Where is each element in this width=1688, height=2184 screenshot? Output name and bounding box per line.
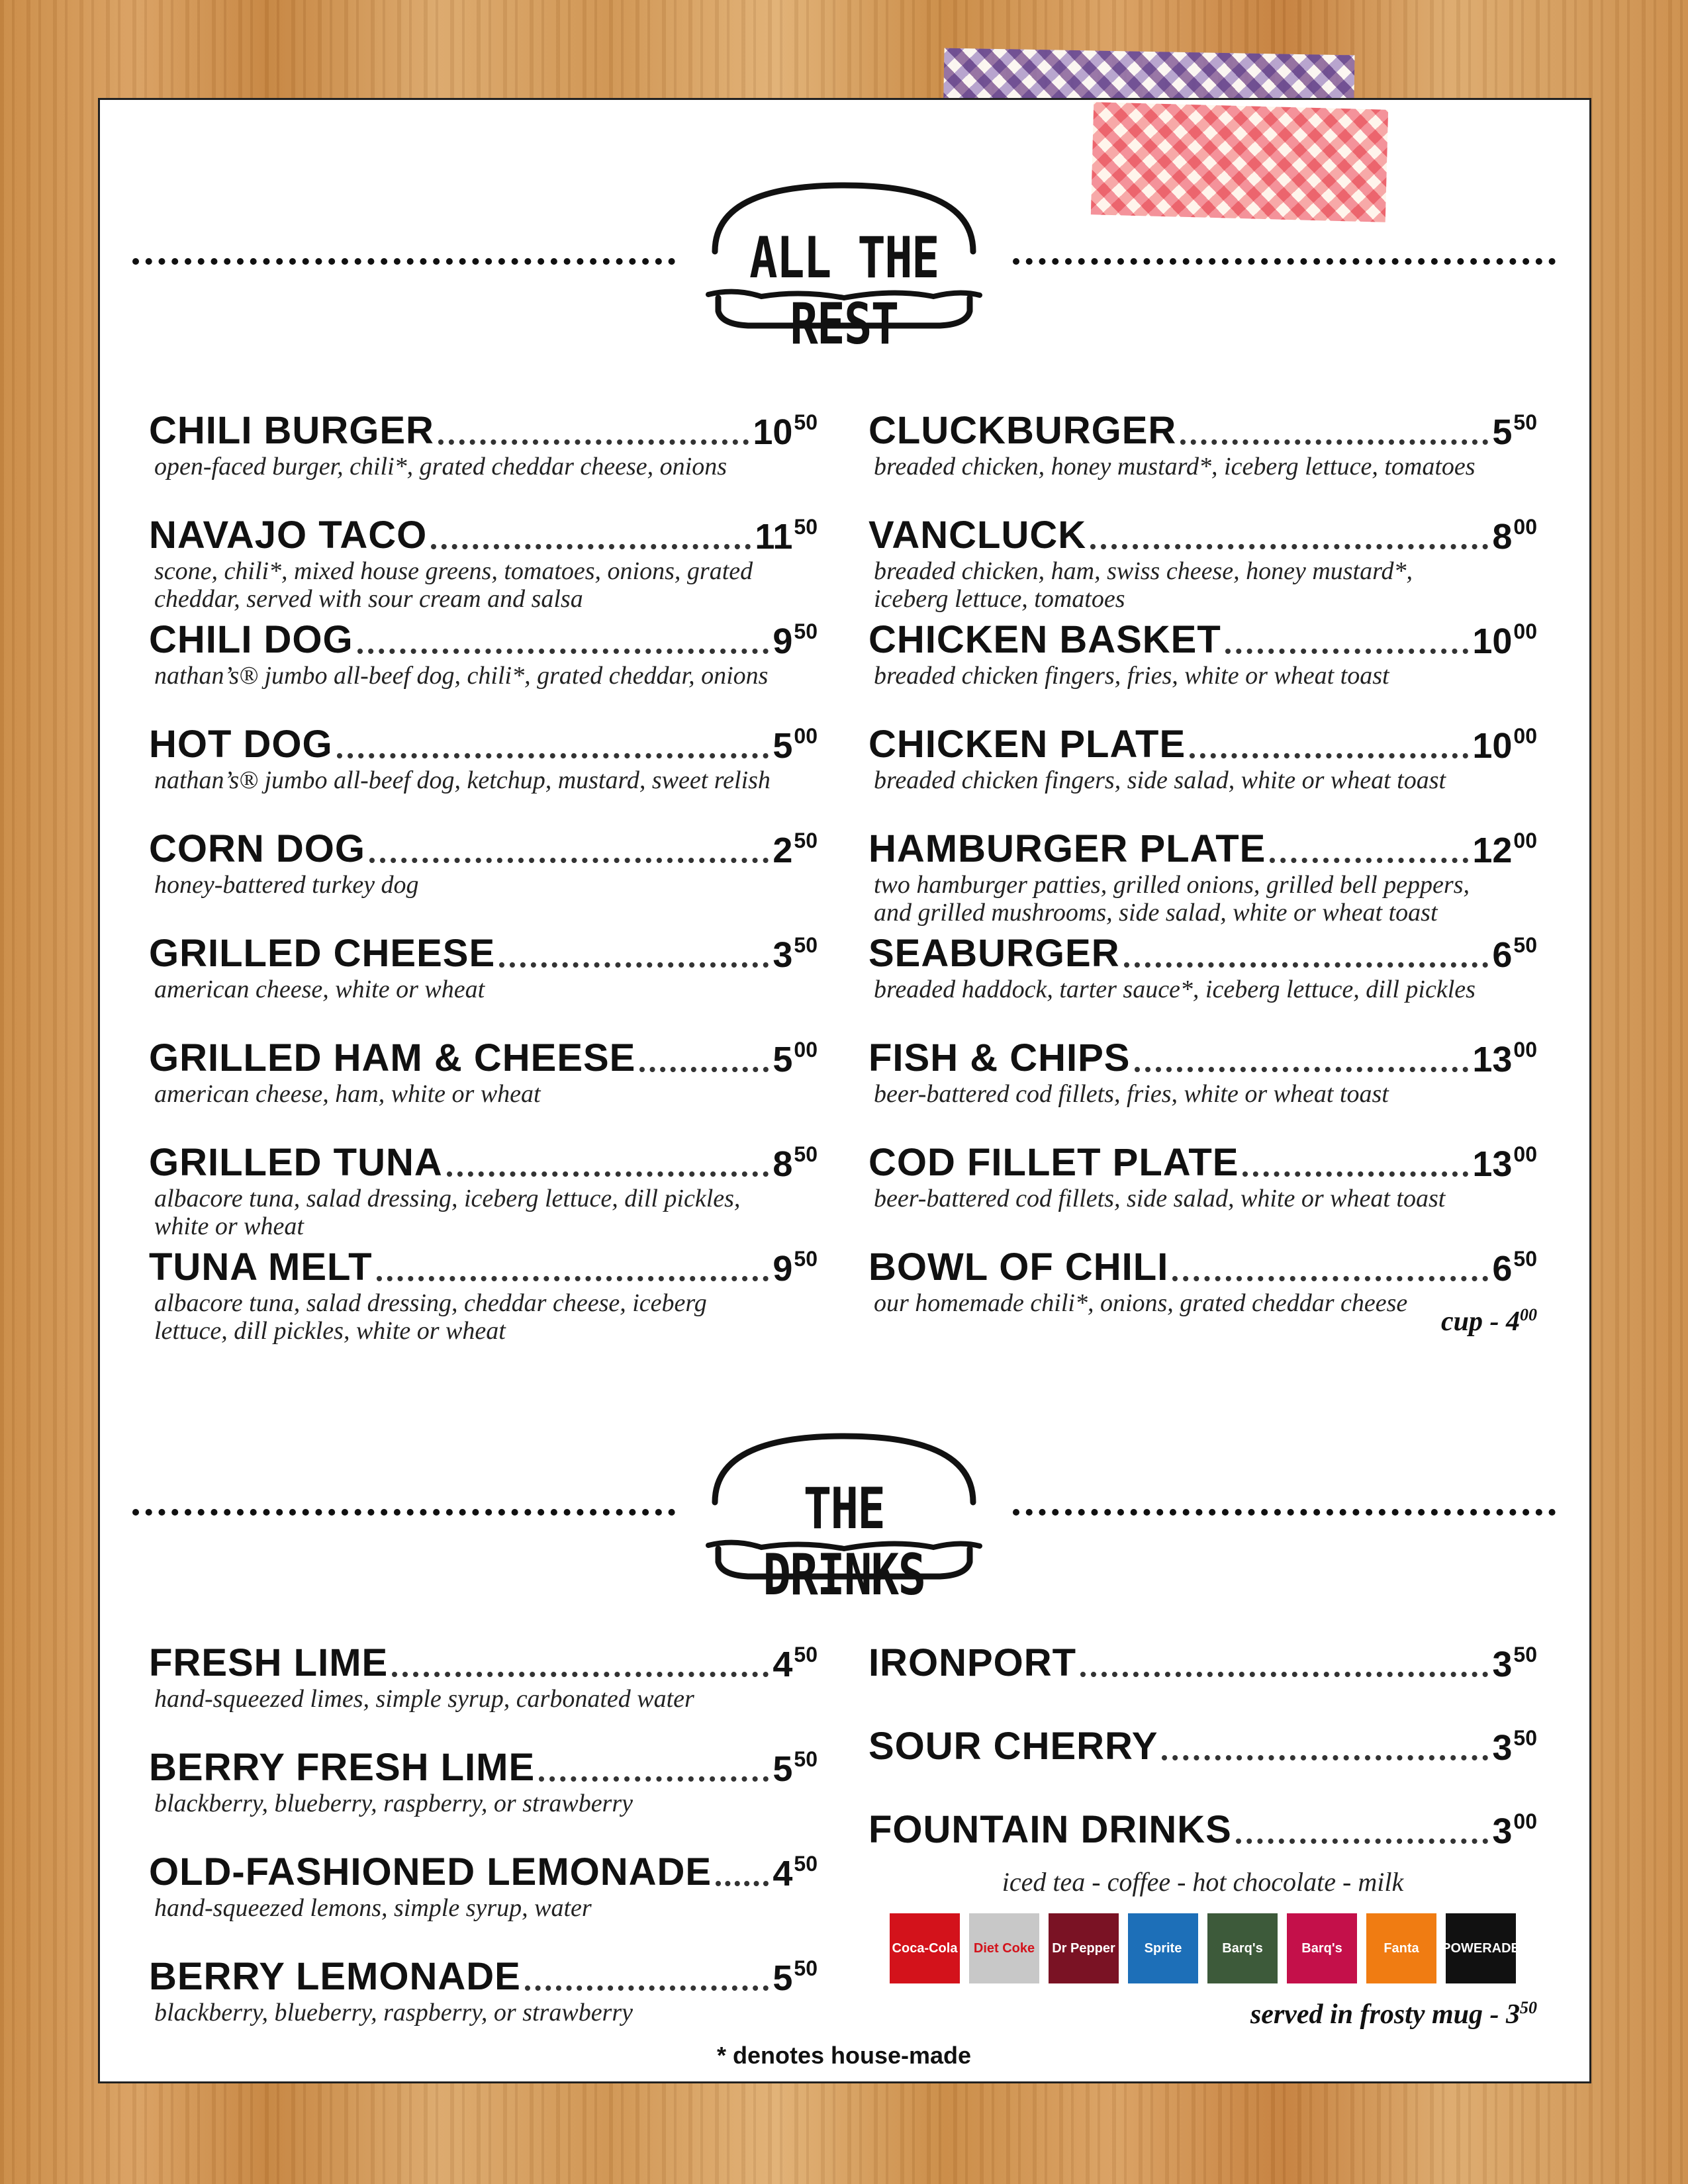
- item-description: lettuce, dill pickles, white or wheat: [154, 1317, 506, 1345]
- item-description: albacore tuna, salad dressing, cheddar cheese, iceberg: [154, 1289, 707, 1317]
- drinks-right-column: [868, 1643, 1537, 2030]
- dot-leader: [1225, 649, 1469, 654]
- item-price: [1472, 1144, 1537, 1185]
- item-name: HOT DOG: [149, 723, 333, 766]
- price-dollars: 10: [1472, 621, 1513, 661]
- price-cents: 50: [794, 515, 818, 539]
- item-name: FISH & CHIPS: [868, 1036, 1131, 1079]
- dot-leader: [1124, 962, 1489, 968]
- rest-right-column: [868, 410, 1537, 1338]
- dot-leader: [1243, 1171, 1468, 1177]
- dot-leader: [431, 544, 751, 549]
- divider-right: [1013, 1509, 1556, 1516]
- menu-item-row: [149, 1643, 818, 1685]
- dot-leader: [525, 1985, 769, 1991]
- menu-item-row: [868, 1726, 1537, 1768]
- item-price: [773, 830, 818, 871]
- item-description: nathan’s® jumbo all-beef dog, ketchup, mustard, sweet relish: [154, 766, 771, 794]
- item-price: [773, 1749, 818, 1790]
- menu-item-row: [868, 410, 1537, 453]
- dot-leader: [499, 962, 769, 968]
- item-name: COD FILLET PLATE: [868, 1141, 1239, 1184]
- item-name: SEABURGER: [868, 932, 1120, 975]
- price-dollars: 12: [1472, 831, 1513, 870]
- price-cents: 50: [794, 1247, 818, 1271]
- price-dollars: 9: [773, 621, 793, 661]
- dot-leader: [1172, 1276, 1488, 1281]
- price-cents: 50: [794, 619, 818, 643]
- item-price: [1472, 1039, 1537, 1080]
- menu-item-row: [149, 1747, 818, 1790]
- item-description: beer-battered cod fillets, side salad, white or wheat toast: [874, 1185, 1446, 1212]
- menu-item: [149, 1747, 818, 1852]
- item-price: [773, 1853, 818, 1894]
- menu-item-row: [149, 619, 818, 662]
- menu-item-row: [868, 933, 1537, 976]
- price-cents: 00: [1513, 829, 1537, 852]
- menu-item: [868, 1809, 1537, 1893]
- item-description: breaded chicken fingers, fries, white or wheat toast: [874, 662, 1389, 690]
- item-price: [773, 1248, 818, 1289]
- item-price: [1472, 725, 1537, 766]
- price-cents: 50: [1513, 410, 1537, 434]
- mug-cents: 50: [1520, 1998, 1537, 2017]
- drinks-left-column: [149, 1643, 818, 2061]
- item-price: [773, 1958, 818, 1999]
- item-description: nathan’s® jumbo all-beef dog, chili*, grated cheddar, onions: [154, 662, 769, 690]
- item-name: CHILI DOG: [149, 618, 353, 661]
- item-description: american cheese, ham, white or wheat: [154, 1080, 541, 1108]
- dot-leader: [1135, 1067, 1469, 1072]
- brand-logo: Sprite: [1128, 1913, 1198, 1983]
- item-price: [755, 516, 818, 557]
- dot-leader: [1162, 1755, 1488, 1760]
- brand-logo: Fanta: [1366, 1913, 1436, 1983]
- item-description: two hamburger patties, grilled onions, grilled bell peppers,: [874, 871, 1470, 899]
- item-price: [1492, 412, 1537, 453]
- menu-item: [149, 410, 818, 515]
- price-cents: 50: [794, 1643, 818, 1666]
- item-price: [1492, 1248, 1537, 1289]
- item-name: GRILLED TUNA: [149, 1141, 443, 1184]
- price-dollars: 3: [1492, 1728, 1513, 1768]
- menu-item: [149, 1142, 818, 1247]
- dot-leader: [369, 858, 769, 863]
- price-dollars: 10: [1472, 726, 1513, 766]
- house-made-footnote: * denotes house-made: [716, 2042, 972, 2069]
- menu-item: [868, 829, 1537, 933]
- item-description: breaded chicken, ham, swiss cheese, honey mustard*,: [874, 557, 1413, 585]
- item-name: CHICKEN BASKET: [868, 618, 1221, 661]
- menu-item: [868, 1142, 1537, 1247]
- item-description: and grilled mushrooms, side salad, white or wheat toast: [874, 899, 1438, 927]
- price-cents: 00: [1513, 515, 1537, 539]
- item-description: beer-battered cod fillets, fries, white or wheat toast: [874, 1080, 1389, 1108]
- item-description: hand-squeezed lemons, simple syrup, water: [154, 1894, 592, 1922]
- menu-item-row: [149, 829, 818, 871]
- menu-item-row: [868, 724, 1537, 766]
- section-title-drinks: THE DRINKS: [763, 1476, 925, 1608]
- menu-item: [149, 1038, 818, 1142]
- price-dollars: 4: [773, 1645, 793, 1684]
- item-price: [1492, 1727, 1537, 1768]
- price-cents: 50: [794, 1142, 818, 1166]
- dot-leader: [438, 439, 749, 445]
- frosty-mug-price: [868, 1998, 1537, 2030]
- price-dollars: 13: [1472, 1040, 1513, 1079]
- price-cents: 50: [1513, 1726, 1537, 1750]
- dot-leader: [1180, 439, 1488, 445]
- price-dollars: 6: [1492, 935, 1513, 975]
- item-description: albacore tuna, salad dressing, iceberg lettuce, dill pickles,: [154, 1185, 741, 1212]
- brand-logo: Diet Coke: [969, 1913, 1039, 1983]
- price-cents: 50: [794, 1956, 818, 1980]
- price-cents: 00: [1513, 1142, 1537, 1166]
- item-name: GRILLED HAM & CHEESE: [149, 1036, 636, 1079]
- dot-leader: [392, 1672, 769, 1677]
- menu-item-row: [868, 1247, 1537, 1289]
- dot-leader: [1090, 544, 1488, 549]
- item-description: our homemade chili*, onions, grated cheddar cheese: [874, 1289, 1408, 1317]
- menu-item-row: [149, 1247, 818, 1289]
- item-name: BOWL OF CHILI: [868, 1246, 1169, 1289]
- item-name: NAVAJO TACO: [149, 514, 428, 557]
- menu-item: [868, 724, 1537, 829]
- item-name: VANCLUCK: [868, 514, 1087, 557]
- menu-item: [868, 1643, 1537, 1726]
- price-dollars: 6: [1492, 1249, 1513, 1289]
- menu-item-row: [868, 1643, 1537, 1685]
- menu-item: [149, 1643, 818, 1747]
- item-price: [773, 1644, 818, 1685]
- menu-item-row: [868, 829, 1537, 871]
- item-name: IRONPORT: [868, 1641, 1077, 1684]
- item-name: CHICKEN PLATE: [868, 723, 1186, 766]
- dot-leader: [447, 1171, 769, 1177]
- price-cents: 50: [1513, 1247, 1537, 1271]
- price-dollars: 8: [773, 1144, 793, 1184]
- menu-item: [149, 829, 818, 933]
- item-price: [773, 725, 818, 766]
- rest-left-column: [149, 410, 818, 1351]
- brand-logo: Dr Pepper: [1049, 1913, 1119, 1983]
- price-dollars: 5: [1492, 412, 1513, 452]
- price-dollars: 3: [1492, 1645, 1513, 1684]
- dot-leader: [539, 1776, 769, 1782]
- fountain-extras: iced tea - coffee - hot chocolate - milk: [1002, 1867, 1404, 1897]
- price-cents: 50: [794, 1852, 818, 1876]
- price-cents: 00: [1513, 1038, 1537, 1062]
- dot-leader: [1236, 1839, 1489, 1844]
- item-price: [1492, 934, 1537, 976]
- menu-item-row: [149, 1956, 818, 1999]
- item-description: hand-squeezed limes, simple syrup, carbonated water: [154, 1685, 694, 1713]
- item-price: [1472, 830, 1537, 871]
- item-description: cheddar, served with sour cream and salsa: [154, 585, 583, 613]
- price-dollars: 4: [773, 1854, 793, 1893]
- price-dollars: 5: [773, 1040, 793, 1079]
- dot-leader: [1270, 858, 1468, 863]
- price-cents: 00: [794, 724, 818, 748]
- brand-logo: POWERADE: [1446, 1913, 1516, 1983]
- item-name: CHILI BURGER: [149, 409, 434, 452]
- item-name: BERRY LEMONADE: [149, 1955, 521, 1998]
- mug-label: served in frosty mug - 3: [1250, 1999, 1520, 2030]
- item-price: [773, 1144, 818, 1185]
- menu-item-row: [149, 724, 818, 766]
- price-cents: 00: [1513, 1809, 1537, 1833]
- menu-item: [149, 515, 818, 619]
- item-description: blackberry, blueberry, raspberry, or strawberry: [154, 1790, 633, 1817]
- item-name: FRESH LIME: [149, 1641, 389, 1684]
- menu-item: [149, 933, 818, 1038]
- price-cents: 00: [794, 1038, 818, 1062]
- menu-item-row: [149, 1852, 818, 1894]
- price-cents: 00: [1513, 724, 1537, 748]
- menu-item-row: [868, 515, 1537, 557]
- menu-item-row: [149, 515, 818, 557]
- item-description: breaded haddock, tarter sauce*, iceberg lettuce, dill pickles: [874, 976, 1476, 1003]
- menu-item: [149, 724, 818, 829]
- price-dollars: 8: [1492, 517, 1513, 557]
- item-name: CORN DOG: [149, 827, 365, 870]
- divider-left: [132, 1509, 675, 1516]
- price-cents: 50: [1513, 1643, 1537, 1666]
- item-description: honey-battered turkey dog: [154, 871, 419, 899]
- item-price: [773, 621, 818, 662]
- price-cents: 50: [794, 410, 818, 434]
- menu-item: [868, 1726, 1537, 1809]
- item-name: OLD-FASHIONED LEMONADE: [149, 1850, 712, 1893]
- item-name: GRILLED CHEESE: [149, 932, 496, 975]
- menu-item-row: [868, 619, 1537, 662]
- price-dollars: 5: [773, 1749, 793, 1789]
- menu-item-row: [868, 1038, 1537, 1080]
- cup-label: cup - 4: [1441, 1306, 1520, 1337]
- item-price: [773, 934, 818, 976]
- menu-item: [149, 1852, 818, 1956]
- dot-leader: [716, 1881, 769, 1886]
- price-cents: 50: [794, 1747, 818, 1771]
- price-dollars: 13: [1472, 1144, 1513, 1184]
- soda-brand-logos: [868, 1913, 1537, 1983]
- item-price: [1472, 621, 1537, 662]
- price-dollars: 11: [755, 517, 793, 557]
- item-description: iceberg lettuce, tomatoes: [874, 585, 1125, 613]
- menu-item: [149, 619, 818, 724]
- dot-leader: [337, 753, 769, 758]
- item-price: [753, 412, 818, 453]
- item-description: breaded chicken fingers, side salad, white or wheat toast: [874, 766, 1446, 794]
- item-name: SOUR CHERRY: [868, 1725, 1158, 1768]
- item-description: breaded chicken, honey mustard*, iceberg lettuce, tomatoes: [874, 453, 1476, 480]
- divider-left: [132, 258, 675, 265]
- price-dollars: 3: [1492, 1811, 1513, 1851]
- menu-item: [868, 933, 1537, 1038]
- menu-item: [868, 410, 1537, 515]
- item-name: CLUCKBURGER: [868, 409, 1177, 452]
- menu-item-row: [149, 1038, 818, 1080]
- item-description: american cheese, white or wheat: [154, 976, 485, 1003]
- item-description: blackberry, blueberry, raspberry, or strawberry: [154, 1999, 633, 2026]
- dot-leader: [1080, 1672, 1488, 1677]
- menu-item: [868, 619, 1537, 724]
- item-name: HAMBURGER PLATE: [868, 827, 1266, 870]
- item-description: white or wheat: [154, 1212, 304, 1240]
- section-title-rest: ALL THE REST: [749, 225, 939, 357]
- menu-item: [149, 1247, 818, 1351]
- brand-logo: Barq's: [1287, 1913, 1357, 1983]
- brand-logo: Coca-Cola: [890, 1913, 960, 1983]
- item-name: TUNA MELT: [149, 1246, 373, 1289]
- price-dollars: 10: [753, 412, 793, 452]
- menu-item-row: [149, 410, 818, 453]
- cup-cents: 00: [1520, 1305, 1537, 1324]
- price-dollars: 9: [773, 1249, 793, 1289]
- item-price: [1492, 1811, 1537, 1852]
- menu-item-row: [868, 1142, 1537, 1185]
- price-dollars: 2: [773, 831, 793, 870]
- menu-item-row: [149, 933, 818, 976]
- price-dollars: 5: [773, 726, 793, 766]
- menu-item: [868, 1038, 1537, 1142]
- menu-item: [868, 515, 1537, 619]
- price-dollars: 3: [773, 935, 793, 975]
- section-header-drinks: [132, 1430, 1556, 1608]
- section-header-rest: [132, 179, 1556, 357]
- menu-item-row: [868, 1809, 1537, 1852]
- item-name: BERRY FRESH LIME: [149, 1746, 536, 1789]
- price-cents: 50: [794, 933, 818, 957]
- dot-leader: [357, 649, 769, 654]
- menu-item: [868, 1247, 1537, 1351]
- divider-right: [1013, 258, 1556, 265]
- item-description: scone, chili*, mixed house greens, tomatoes, onions, grated: [154, 557, 753, 585]
- dot-leader: [377, 1276, 769, 1281]
- price-cents: 50: [1513, 933, 1537, 957]
- price-cents: 50: [794, 829, 818, 852]
- item-price: [1492, 516, 1537, 557]
- brand-logo: Barq's: [1207, 1913, 1278, 1983]
- item-name: FOUNTAIN DRINKS: [868, 1808, 1232, 1851]
- price-cents: 00: [1513, 619, 1537, 643]
- item-price: [773, 1039, 818, 1080]
- item-description: open-faced burger, chili*, grated cheddar cheese, onions: [154, 453, 727, 480]
- item-price: [1492, 1644, 1537, 1685]
- dot-leader: [639, 1067, 769, 1072]
- menu-item-row: [149, 1142, 818, 1185]
- dot-leader: [1190, 753, 1468, 758]
- price-dollars: 5: [773, 1958, 793, 1998]
